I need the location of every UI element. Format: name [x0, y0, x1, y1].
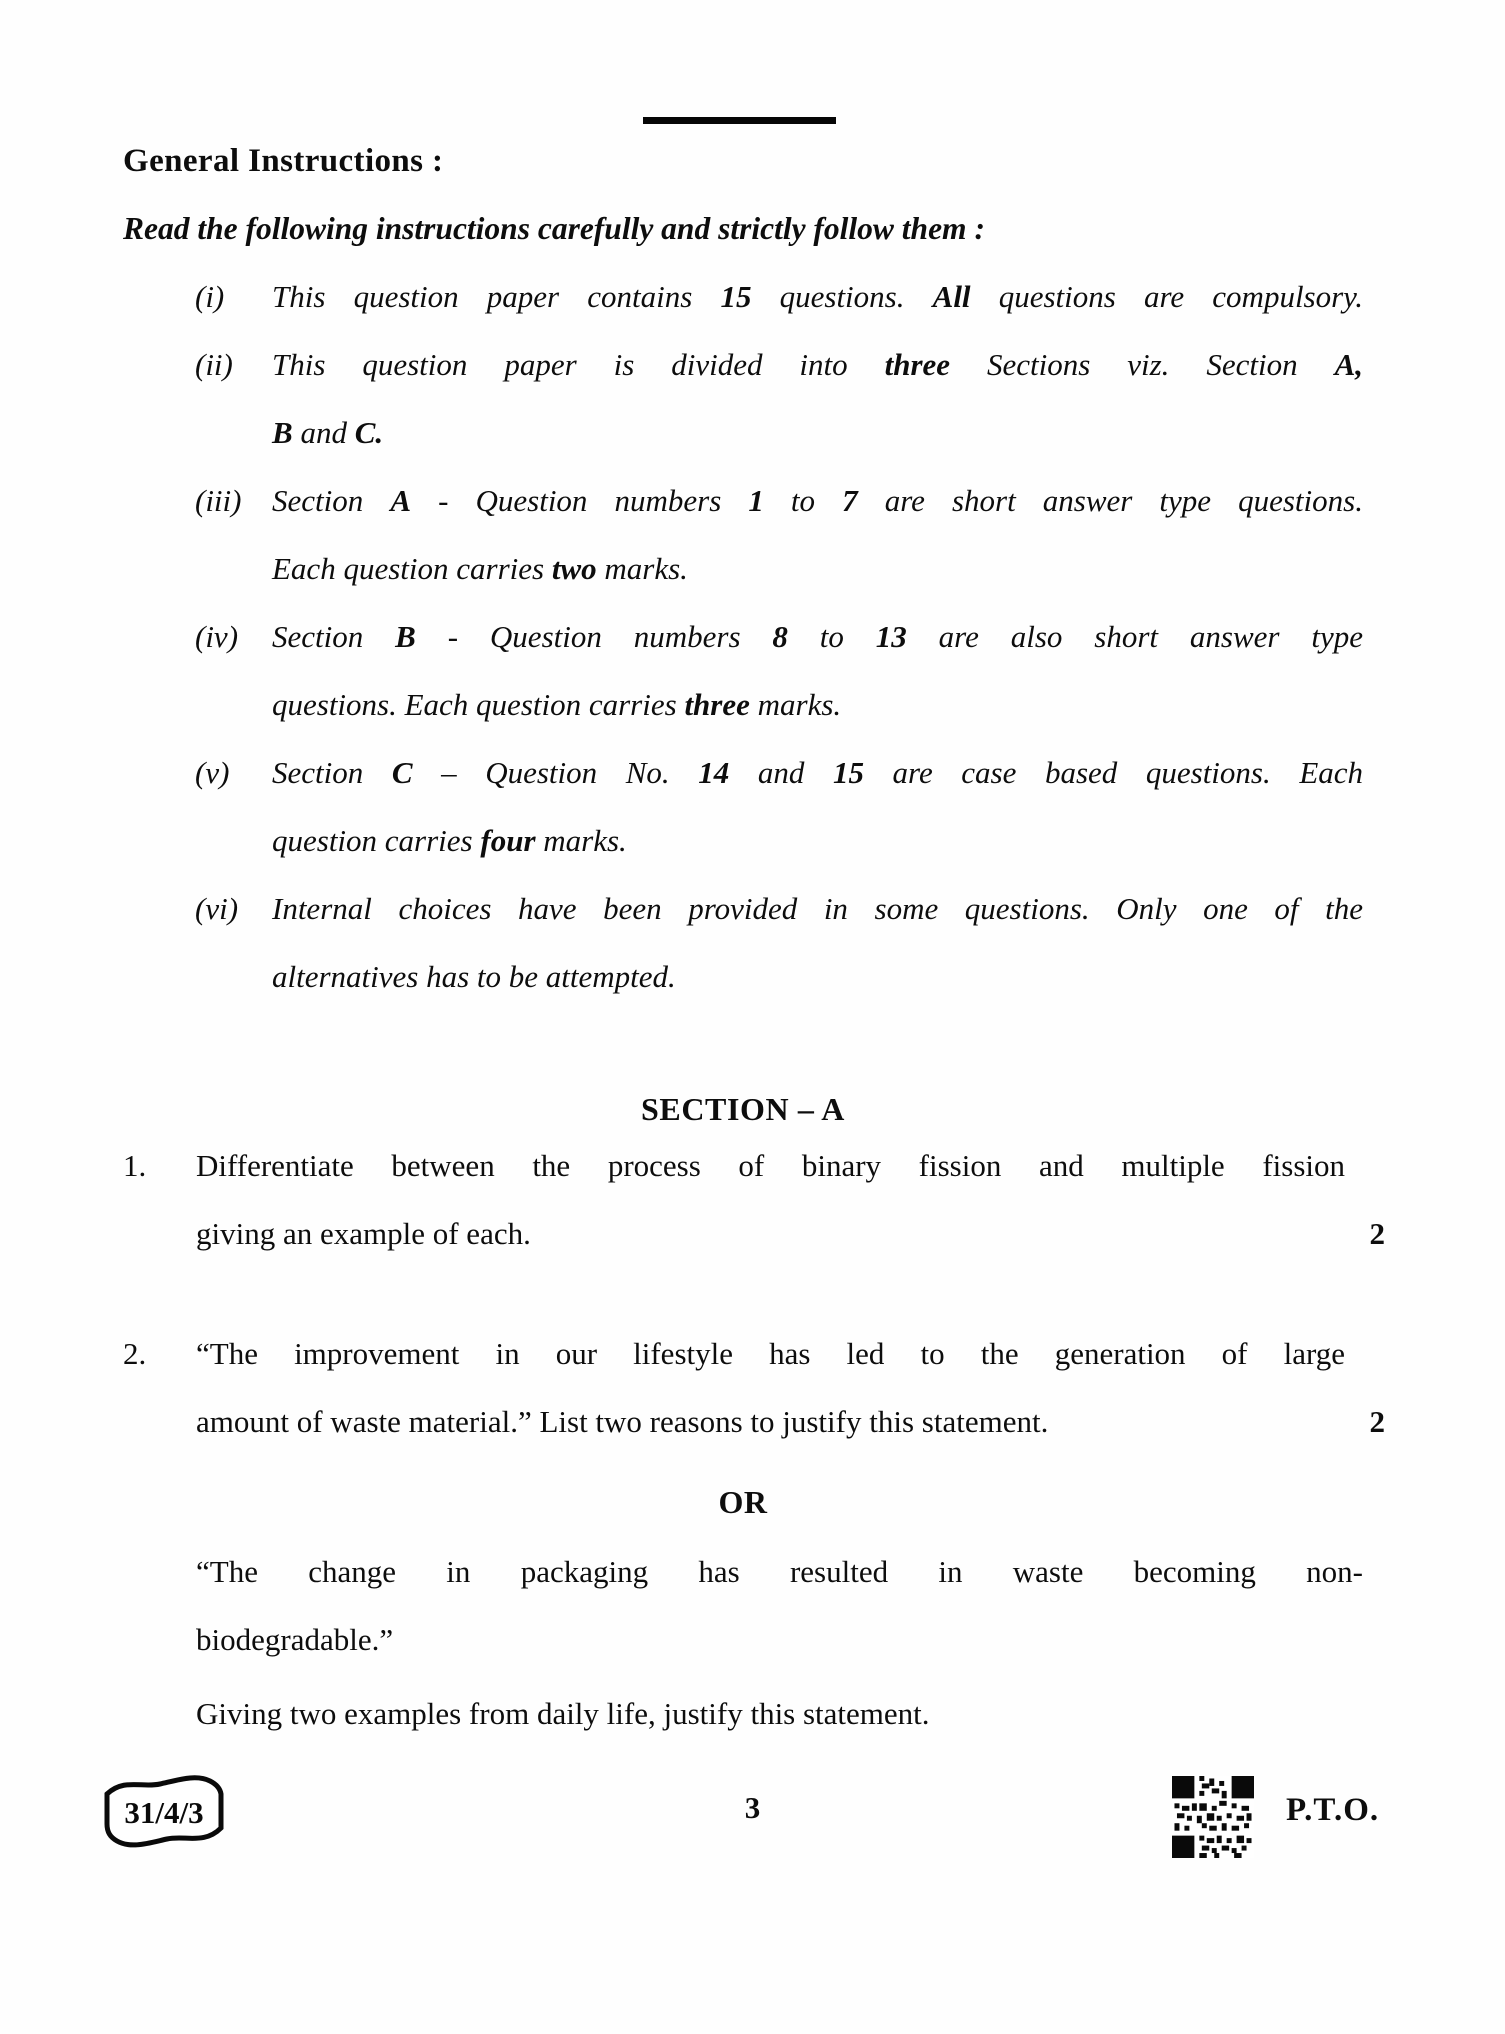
instruction-item [123, 603, 1363, 739]
section-a-heading: SECTION – A [641, 1091, 845, 1127]
instruction-line: Each question carries two marks. [272, 551, 688, 586]
question-text [196, 1320, 1345, 1456]
instruction-item [123, 875, 1363, 1011]
instruction-text [272, 603, 1363, 739]
instruction-item [123, 331, 1363, 467]
instruction-marker: (vi) [195, 891, 239, 926]
alternative-line: Giving two examples from daily life, justify this statement. [196, 1696, 930, 1731]
instruction-line: questions. Each question carries three marks. [272, 687, 842, 722]
top-separator-line [643, 117, 836, 124]
question-line: “The improvement in our lifestyle has led to the generation of large [196, 1336, 1345, 1371]
instruction-marker: (iii) [195, 483, 242, 518]
question-marks: 2 [1369, 1216, 1385, 1251]
instruction-text [272, 263, 1363, 331]
qr-code-icon [1172, 1776, 1254, 1858]
question-marks: 2 [1369, 1404, 1385, 1439]
instruction-text [272, 875, 1363, 1011]
instruction-item [123, 739, 1363, 875]
or-separator: OR [718, 1484, 768, 1520]
instruction-line: This question paper contains 15 questions. All questions are compulsory. [272, 279, 1363, 314]
instructions-list [123, 263, 1363, 1011]
alternative-line: biodegradable.” [196, 1622, 394, 1657]
instruction-line: Section A - Question numbers 1 to 7 are short answer type questions. [272, 483, 1363, 518]
general-instructions-heading: General Instructions : [123, 143, 444, 179]
page-number: 3 [744, 1790, 761, 1825]
alternative-line: “The change in packaging has resulted in waste becoming non- [196, 1554, 1363, 1589]
instruction-marker: (v) [195, 755, 230, 790]
question-1 [123, 1132, 1385, 1268]
instruction-text [272, 331, 1363, 467]
instruction-marker: (i) [195, 279, 225, 314]
question-number: 1. [123, 1148, 147, 1183]
instruction-line: Section C – Question No. 14 and 15 are case based questions. Each [272, 755, 1364, 790]
read-instructions-subheading: Read the following instructions carefully and strictly follow them : [123, 211, 985, 246]
question-line: Differentiate between the process of binary fission and multiple fission [196, 1148, 1345, 1183]
or-alternative-block [196, 1538, 1363, 1748]
instruction-item [123, 263, 1363, 331]
question-line: giving an example of each. [196, 1216, 531, 1251]
instruction-line: Internal choices have been provided in some questions. Only one of the [272, 891, 1363, 926]
general-instructions-block [123, 127, 1363, 1011]
instruction-text [272, 739, 1363, 875]
question-line: amount of waste material.” List two reasons to justify this statement. [196, 1404, 1049, 1439]
question-number: 2. [123, 1336, 147, 1371]
pto-label: P.T.O. [1286, 1792, 1380, 1828]
instruction-marker: (iv) [195, 619, 239, 654]
paper-code-text: 31/4/3 [124, 1795, 204, 1830]
instruction-line: B and C. [272, 415, 384, 450]
alternative-paragraph [196, 1538, 1363, 1674]
instruction-line: Section B - Question numbers 8 to 13 are also short answer type [272, 619, 1363, 654]
question-2 [123, 1320, 1385, 1456]
question-text [196, 1132, 1345, 1268]
instruction-line: question carries four marks. [272, 823, 627, 858]
instruction-line: alternatives has to be attempted. [272, 959, 676, 994]
instruction-marker: (ii) [195, 347, 233, 382]
alternative-paragraph [196, 1680, 1363, 1748]
instruction-line: This question paper is divided into three Sections viz. Section A, [272, 347, 1363, 382]
instruction-item [123, 467, 1363, 603]
instruction-text [272, 467, 1363, 603]
